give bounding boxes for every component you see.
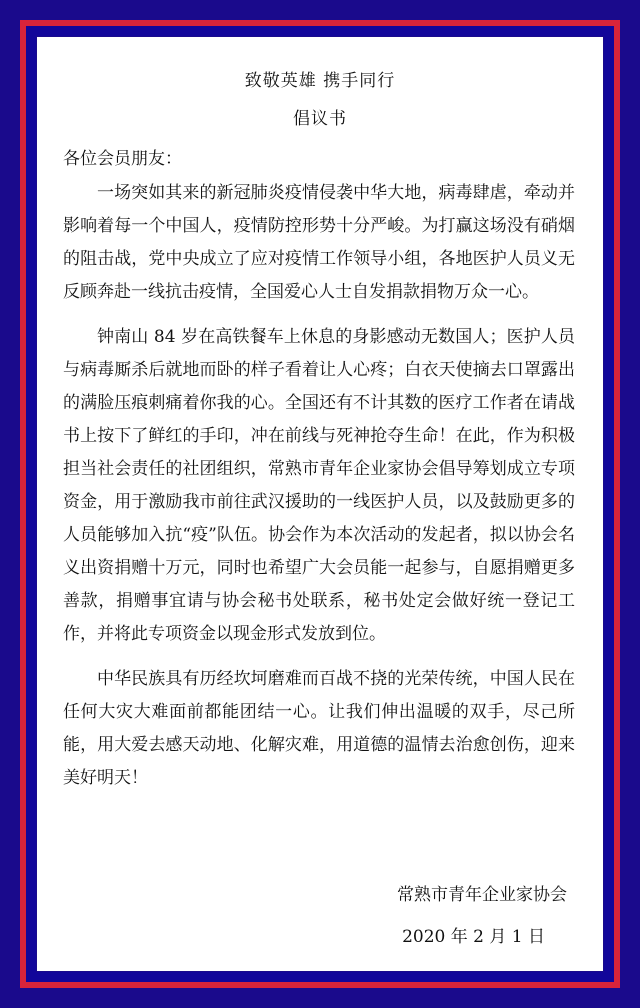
letter-date: 2020 年 2 月 1 日 (402, 927, 545, 947)
letter-paper (37, 37, 603, 971)
paragraph-1: 一场突如其来的新冠肺炎疫情侵袭中华大地，病毒肆虐，牵动并影响着每一个中国人，疫情防控形势十分严峻。为打赢这场没有硝烟的阻击战，党中央成立了应对疫情工作领导小组，各地医护人员义无反顾奔赴一线抗击疫情，全国爱心人士自发捐款捐物万众一心。 (63, 183, 575, 302)
letter-subtitle: 倡议书 (293, 109, 347, 129)
letter-greeting: 各位会员朋友： (63, 149, 182, 169)
letter-title: 致敬英雄 携手同行 (244, 71, 396, 91)
letter-signature: 常熟市青年企业家协会 (397, 885, 567, 905)
paragraph-3: 中华民族具有历经坎坷磨难而百战不挠的光荣传统，中国人民在任何大灾大难面前都能团结一心。让我们伸出温暖的双手，尽己所能，用大爱去感天动地、化解灾难，用道德的温情去治愈创伤，迎来美好明天！ (63, 669, 575, 788)
letter-body (63, 177, 575, 807)
paragraph-2: 钟南山 84 岁在高铁餐车上休息的身影感动无数国人；医护人员与病毒厮杀后就地而卧的样子看着让人心疼；白衣天使摘去口罩露出的满脸压痕刺痛着你我的心。全国还有不计其数的医疗工作者在请战书上按下了鲜红的手印，冲在前线与死神抢夺生命！在此，作为积极担当社会责任的社团组织，常熟市青年企业家协会倡导筹划成立专项资金，用于激励我市前往武汉援助的一线医护人员，以及鼓励更多的人员能够加入抗“疫”队伍。协会作为本次活动的发起者，拟以协会名义出资捐赠十万元，同时也希望广大会员能一起参与，自愿捐赠更多善款，捐赠事宜请与协会秘书处联系，秘书处定会做好统一登记工作，并将此专项资金以现金形式发放到位。 (63, 327, 575, 644)
